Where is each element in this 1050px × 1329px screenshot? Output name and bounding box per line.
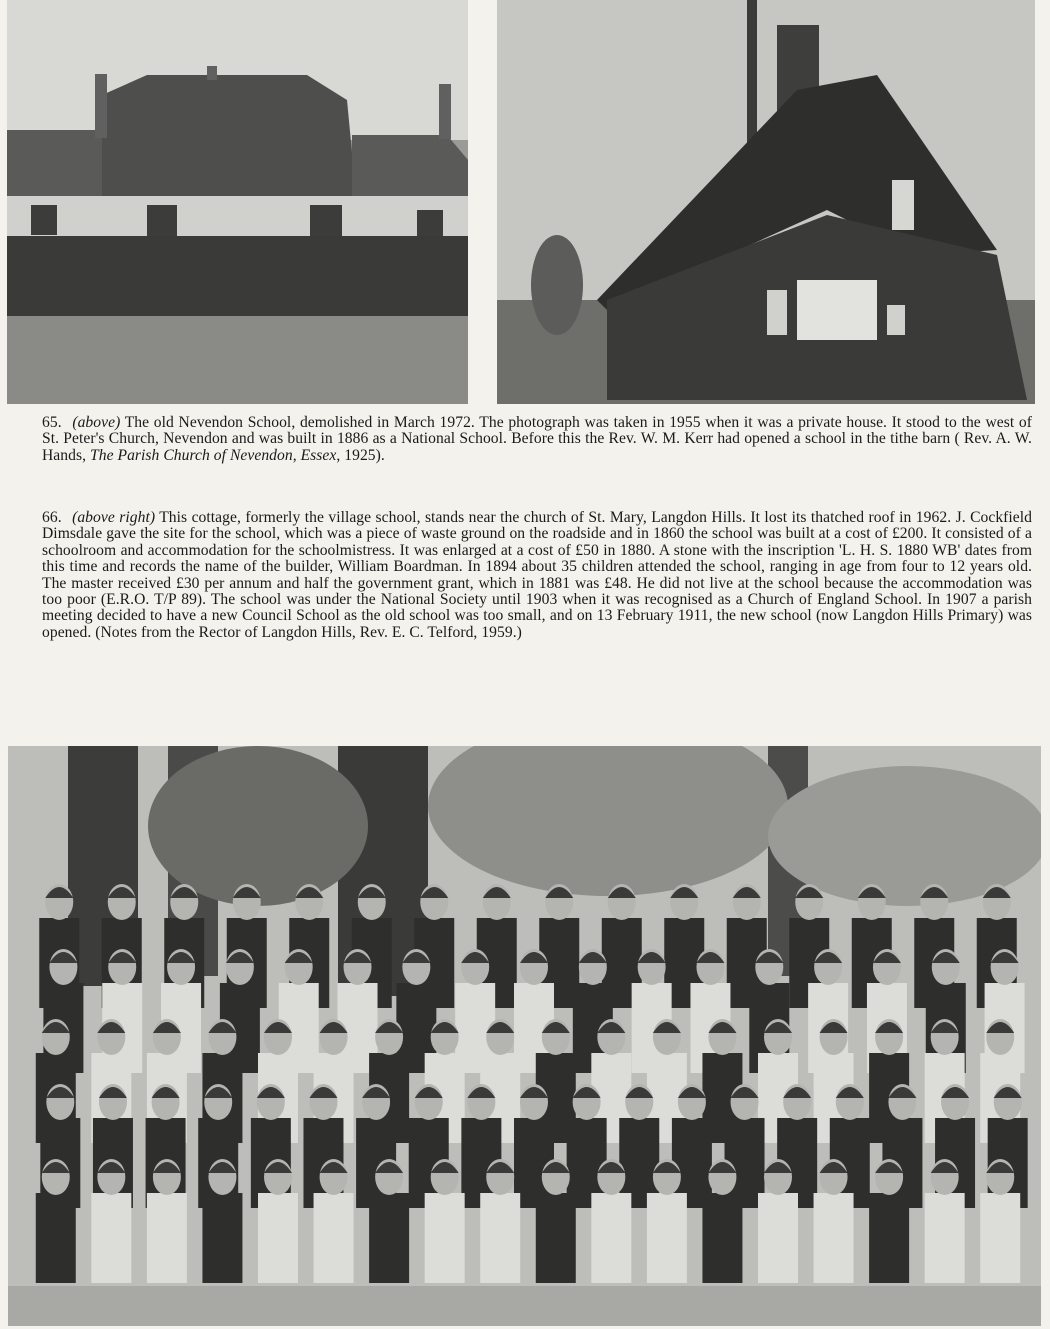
photo-old-nevendon-school (7, 0, 468, 404)
caption-number: 65. (42, 414, 62, 431)
caption-figure-66 (42, 510, 1032, 641)
cottage-photo-illustration (497, 0, 1035, 404)
caption-body-end: , 1925). (336, 446, 385, 464)
photo-langdon-hills-cottage (497, 0, 1035, 404)
caption-figure-65 (42, 415, 1032, 464)
class-photo-illustration (8, 746, 1041, 1326)
book-title: The Parish Church of Nevendon, Essex (90, 446, 337, 464)
caption-number: 66. (42, 509, 62, 526)
caption-body: The old Nevendon School, demolished in March 1972. The photograph was taken in 1955 when it was a private house. It stood to the west of St. Peter's Church, Nevendon and was built in 1886 as a National School. Before this the Rev. W. M. Kerr had opened a school in the tithe barn ( Rev. A. W. Hands, (42, 414, 1033, 464)
house-photo-illustration (7, 0, 468, 404)
photo-school-class-group (8, 746, 1041, 1326)
caption-reference: (above right) (72, 509, 156, 526)
caption-body: This cottage, formerly the village school, stands near the church of St. Mary, Langdon Hills. It lost its thatched roof in 1962. J. Cockfield Dimsdale gave the site for the school, which was a piece of waste ground on the roadside and in 1860 the school was built at a cost of £200. It consisted of a schoolroom and accommodation for the schoolmistress. It was enlarged at a cost of £50 in 1880. A stone with the inscription 'L. H. S. 1880 WB' dates from this time and records the name of the builder, William Boardman. In 1894 about 35 children attended the school, ranging in age from four to 12 years old. The master received £30 per annum and half the government grant, which in 1881 was £48. He did not live at the school because the accommodation was too poor (E.R.O. T/P 89). The school was under the National Society until 1903 when it was recognised as a Church of England School. In 1907 a parish meeting decided to have a new Council School as the old school was too small, and on 13 February 1911, the new school (now Langdon Hills Primary) was opened. (Notes from the Rector of Langdon Hills, Rev. E. C. Telford, 1959.) (42, 509, 1033, 641)
caption-reference: (above) (72, 414, 121, 431)
